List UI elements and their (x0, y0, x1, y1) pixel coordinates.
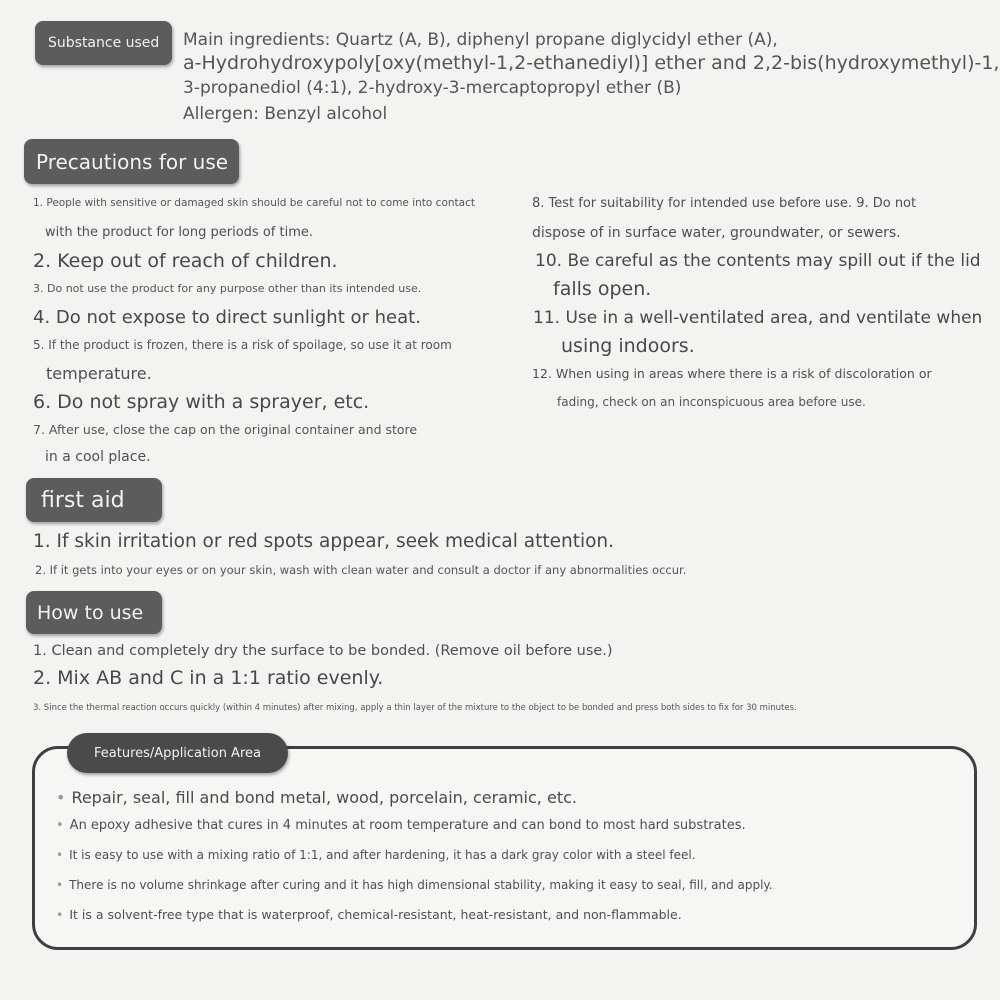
bullet-icon: • (56, 848, 64, 862)
precaution-12: 12. When using in areas where there is a risk of discoloration or (532, 366, 932, 381)
feature-text: There is no volume shrinkage after curing and it has high dimensional stability, making it easy to seal, fill, and apply. (69, 878, 773, 892)
allergen-line: Allergen: Benzyl alcohol (183, 104, 388, 124)
precaution-5: 5. If the product is frozen, there is a risk of spoilage, so use it at room (33, 338, 452, 352)
substance-line-1: Main ingredients: Quartz (A, B), diphenyl propane diglycidyl ether (A), (183, 30, 778, 50)
precaution-7: 7. After use, close the cap on the original container and store (33, 422, 418, 437)
feature-item (56, 818, 746, 833)
precaution-10: 10. Be careful as the contents may spill out if the lid (535, 251, 981, 271)
bullet-icon: • (56, 878, 64, 892)
first-aid-1: 1. If skin irritation or red spots appear, seek medical attention. (33, 531, 615, 552)
first-aid-heading: first aid (26, 478, 162, 522)
feature-text: It is easy to use with a mixing ratio of 1:1, and after hardening, it has a dark gray color with a steel feel. (69, 848, 696, 862)
feature-item (56, 788, 577, 807)
first-aid-2: 2. If it gets into your eyes or on your skin, wash with clean water and consult a doctor if any abnormalities occur. (35, 563, 687, 577)
how-to-use-2: 2. Mix AB and C in a 1:1 ratio evenly. (33, 667, 384, 689)
feature-item (56, 848, 696, 862)
precaution-11-cont: using indoors. (561, 335, 695, 357)
substance-used-label: Substance used (35, 21, 172, 65)
how-to-use-3: 3. Since the thermal reaction occurs quickly (within 4 minutes) after mixing, apply a thin layer of the mixture to the object to be bonded and press both sides to fix for 30 minutes. (33, 703, 797, 713)
how-to-use-1: 1. Clean and completely dry the surface to be bonded. (Remove oil before use.) (33, 643, 613, 659)
precaution-8-9: 8. Test for suitability for intended use before use. 9. Do not (532, 196, 917, 211)
precaution-10-cont: falls open. (553, 278, 652, 300)
precaution-11: 11. Use in a well-ventilated area, and ventilate when (533, 308, 983, 328)
precaution-6: 6. Do not spray with a sprayer, etc. (33, 391, 370, 413)
precaution-7-cont: in a cool place. (45, 449, 151, 465)
precaution-2: 2. Keep out of reach of children. (33, 250, 338, 272)
substance-line-2: a-Hydrohydroxypoly[oxy(methyl-1,2-ethanediyl)] ether and 2,2-bis(hydroxymethyl)-1, (183, 52, 1000, 74)
how-to-use-heading: How to use (26, 591, 162, 634)
precaution-12-cont: fading, check on an inconspicuous area before use. (557, 395, 866, 409)
bullet-icon: • (56, 788, 66, 807)
substance-line-3: 3-propanediol (4:1), 2-hydroxy-3-mercaptopropyl ether (B) (183, 78, 682, 98)
precaution-3: 3. Do not use the product for any purpose other than its intended use. (33, 282, 422, 295)
precautions-heading: Precautions for use (24, 139, 239, 184)
precaution-4: 4. Do not expose to direct sunlight or heat. (33, 307, 421, 328)
feature-text: It is a solvent-free type that is waterproof, chemical-resistant, heat-resistant, and non-flammable. (69, 907, 682, 922)
bullet-icon: • (56, 907, 64, 922)
bullet-icon: • (56, 818, 64, 833)
precaution-5-cont: temperature. (46, 364, 152, 383)
feature-item (56, 878, 773, 892)
feature-text: Repair, seal, fill and bond metal, wood, porcelain, ceramic, etc. (71, 788, 577, 807)
precaution-1: 1. People with sensitive or damaged skin should be careful not to come into contact (33, 197, 475, 209)
feature-text: An epoxy adhesive that cures in 4 minutes at room temperature and can bond to most hard substrates. (69, 818, 746, 833)
feature-item (56, 907, 682, 922)
precaution-9-cont: dispose of in surface water, groundwater, or sewers. (532, 225, 901, 241)
precaution-1-cont: with the product for long periods of time. (45, 225, 313, 240)
features-heading: Features/Application Area (67, 733, 288, 773)
